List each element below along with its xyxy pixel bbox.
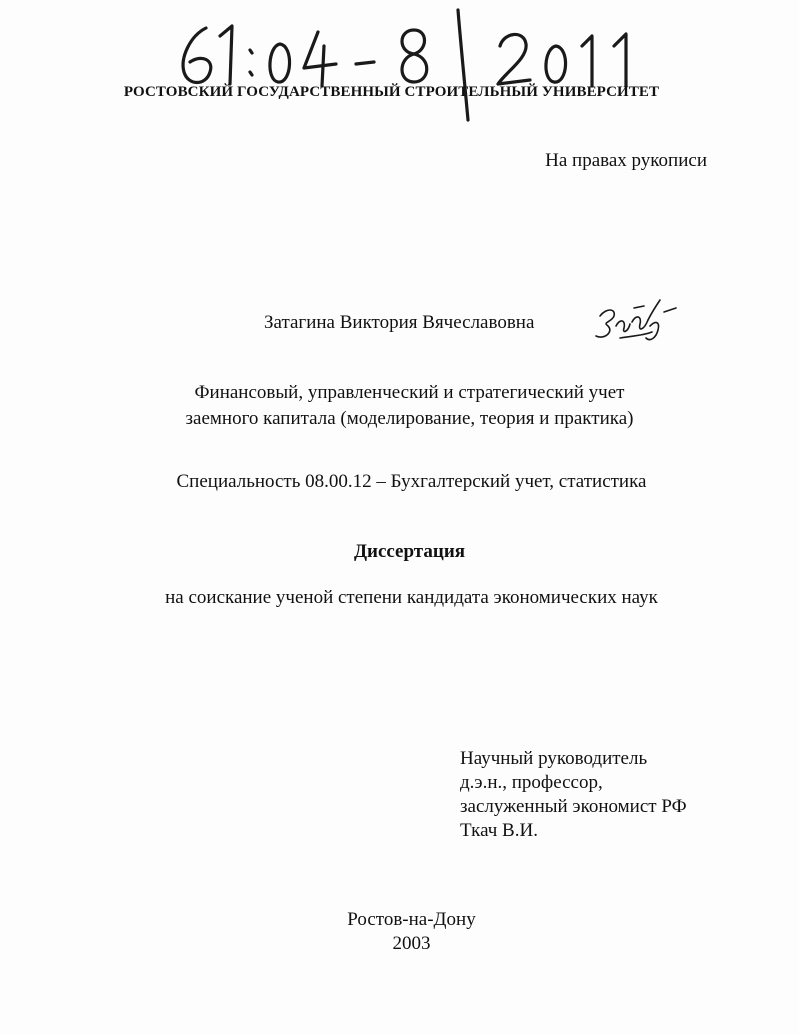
dissertation-title <box>10 380 799 432</box>
title-line-1: Финансовый, управленческий и стратегический учет <box>194 382 625 403</box>
handwritten-archive-code <box>168 6 648 124</box>
title-line-2: заемного капитала (моделирование, теория и практика) <box>185 408 634 429</box>
rights-note: На правах рукописи <box>545 150 707 171</box>
specialty: Специальность 08.00.12 – Бухгалтерский учет, статистика <box>176 471 647 492</box>
document-type-heading: Диссертация <box>353 541 466 562</box>
author-name: Затагина Виктория Вячеславовна <box>264 312 535 333</box>
university-name: РОСТОВСКИЙ ГОСУДАРСТВЕННЫЙ СТРОИТЕЛЬНЫЙ УНИВЕРСИТЕТ <box>123 84 660 100</box>
supervisor-role: Научный руководитель <box>460 748 648 769</box>
city: Ростов-на-Дону <box>347 909 476 930</box>
author-signature <box>590 292 686 352</box>
supervisor-honor: заслуженный экономист РФ <box>460 796 687 817</box>
place-and-year <box>12 908 799 956</box>
year: 2003 <box>392 933 431 954</box>
supervisor-degree: д.э.н., профессор, <box>460 772 603 793</box>
supervisor-block <box>460 747 687 843</box>
supervisor-name: Ткач В.И. <box>460 820 538 841</box>
degree-statement: на соискание ученой степени кандидата экономических наук <box>165 587 658 608</box>
